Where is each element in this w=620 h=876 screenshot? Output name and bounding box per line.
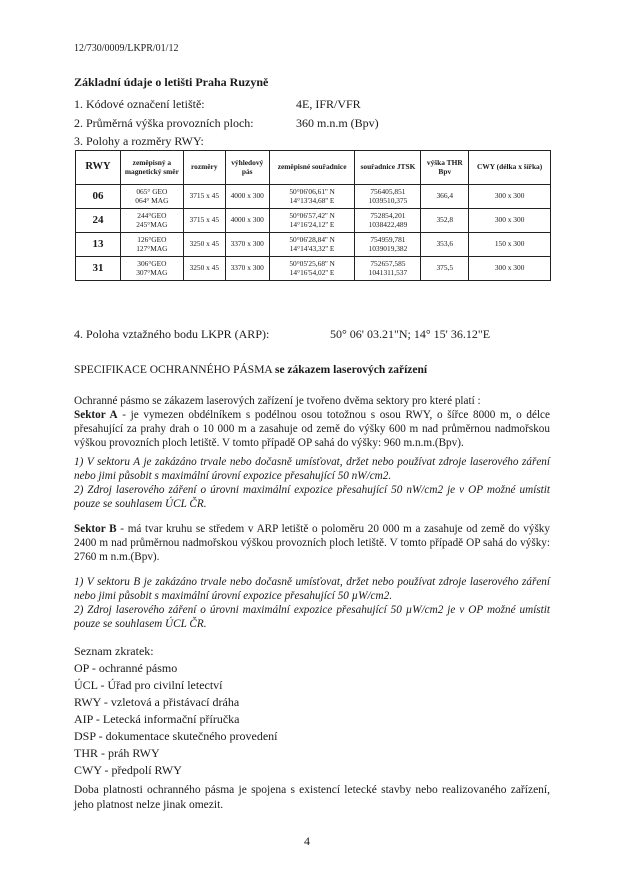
- cell-dimensions: 3715 x 45: [183, 209, 225, 233]
- header-rwy: RWY: [76, 151, 121, 185]
- cell-rwy: 06: [76, 185, 121, 209]
- cell-thr: 366,4: [421, 185, 469, 209]
- list-item: DSP - dokumentace skutečného provedení: [74, 729, 278, 743]
- intro-text: Ochranné pásmo se zákazem laserových zařízení je tvořeno dvěma sektory pro které platí :: [74, 395, 481, 407]
- geo-lat: 50°05'25,68'' N: [289, 258, 335, 268]
- direction-geo: 126°GEO: [137, 234, 167, 244]
- geo-lat: 50°06'28,84'' N: [289, 234, 335, 244]
- list-item: CWY - předpolí RWY: [74, 763, 182, 777]
- document-reference: 12/730/0009/LKPR/01/12: [74, 43, 179, 54]
- spec-heading: [74, 364, 427, 376]
- cell-cwy: 300 x 300: [469, 257, 551, 281]
- runway-table: [75, 150, 551, 281]
- sector-a-label: Sektor A: [74, 409, 118, 421]
- table-header-row: [76, 151, 551, 185]
- cell-thr: 353,6: [421, 233, 469, 257]
- list-item: ÚCL - Úřad pro civilní letectví: [74, 678, 223, 692]
- abbreviation-list: [74, 643, 278, 779]
- header-geo-coordinates: zeměpisné souřadnice: [269, 151, 355, 185]
- cell-jtsk: [355, 257, 421, 281]
- spec-heading-normal: SPECIFIKACE OCHRANNÉHO PÁSMA: [74, 364, 275, 376]
- sector-b-notes: [74, 575, 550, 631]
- jtsk-x: 1039510,375: [368, 195, 408, 205]
- cell-dimensions: 3250 x 45: [183, 233, 225, 257]
- cell-thr: 375,5: [421, 257, 469, 281]
- cell-jtsk: [355, 209, 421, 233]
- sector-a-note-2: 2) Zdroj laserového záření o úrovni maximální expozice přesahující 50 nW/cm2 je v OP možné umístit pouze se souhlasem ÚCL ČR.: [74, 484, 550, 510]
- cell-strip: 3370 x 300: [225, 233, 269, 257]
- cell-dimensions: 3715 x 45: [183, 185, 225, 209]
- cell-rwy: 24: [76, 209, 121, 233]
- header-dimensions: rozměry: [183, 151, 225, 185]
- page-title: Základní údaje o letišti Praha Ruzyně: [74, 75, 269, 89]
- jtsk-x: 1041311,537: [368, 267, 408, 277]
- cell-cwy: 150 x 300: [469, 233, 551, 257]
- item-1-label: 1. Kódové označení letiště:: [74, 97, 205, 111]
- list-item: RWY - vzletová a přistávací dráha: [74, 695, 240, 709]
- jtsk-y: 754959,781: [370, 234, 406, 244]
- table-row: [76, 209, 551, 233]
- direction-geo: 244°GEO: [137, 210, 167, 220]
- cell-direction: [120, 185, 183, 209]
- direction-mag: 064° MAG: [135, 195, 169, 205]
- item-1-value: 4E, IFR/VFR: [296, 97, 361, 111]
- direction-geo: 306°GEO: [137, 258, 167, 268]
- header-cwy: CWY (délka x šířka): [469, 151, 551, 185]
- sector-b-note-2: 2) Zdroj laserového záření o úrovni maximální expozice přesahující 50 µW/cm2 je v OP možné umístit pouze se souhlasem ÚCL ČR.: [74, 604, 550, 630]
- jtsk-y: 752854,201: [370, 210, 406, 220]
- item-3-label: 3. Polohy a rozměry RWY:: [74, 134, 204, 148]
- validity-paragraph: Doba platnosti ochranného pásma je spojena s existencí letecké stavby nebo realizovaného zařízení, jeho platnost nelze jinak omezit.: [74, 784, 550, 811]
- item-2-label: 2. Průměrná výška provozních ploch:: [74, 116, 254, 130]
- geo-lat: 50°06'06,61'' N: [289, 186, 335, 196]
- table-row: [76, 257, 551, 281]
- list-item: OP - ochranné pásmo: [74, 661, 178, 675]
- cell-cwy: 300 x 300: [469, 185, 551, 209]
- cell-cwy: 300 x 300: [469, 209, 551, 233]
- spec-heading-bold: se zákazem laserových zařízení: [274, 364, 428, 376]
- cell-jtsk: [355, 185, 421, 209]
- cell-thr: 352,8: [421, 209, 469, 233]
- page-number: 4: [304, 834, 310, 848]
- item-2-value: 360 m.n.m (Bpv): [296, 116, 379, 130]
- table-row: [76, 185, 551, 209]
- jtsk-y: 752657,585: [370, 258, 406, 268]
- jtsk-x: 1038422,489: [368, 219, 408, 229]
- list-item: AIP - Letecká informační příručka: [74, 712, 240, 726]
- sector-b-note-1: 1) V sektoru B je zakázáno trvale nebo dočasně umísťovat, držet nebo používat zdroje laserového záření nebo jimi působit s maximální úrovní expozice přesahující 50 µW/cm2.: [74, 576, 550, 602]
- abbr-title: Seznam zkratek:: [74, 644, 154, 658]
- list-item: THR - práh RWY: [74, 746, 160, 760]
- sector-a-note-1: 1) V sektoru A je zakázáno trvale nebo dočasně umísťovat, držet nebo používat zdroje laserového záření nebo jimi působit s maximální úrovní expozice přesahující 50 nW/cm2.: [74, 456, 550, 482]
- jtsk-y: 756405,851: [370, 186, 406, 196]
- cell-geo: [269, 257, 355, 281]
- table-row: [76, 233, 551, 257]
- geo-lon: 14°14'43,32'' E: [289, 243, 335, 253]
- sector-a-text: - je vymezen obdélníkem s podélnou osou totožnou s osou RWY, o šířce 8000 m, o délce přesahující za prahy drah o 10 000 m a zasahuje od země do výšky 600 m nad průměrnou nadmořskou výškou provozních ploch letiště. V tomto případě OP sahá do výšky: 960 m.n.m.(Bpv).: [74, 409, 550, 449]
- direction-mag: 245°MAG: [136, 219, 168, 229]
- direction-geo: 065° GEO: [136, 186, 168, 196]
- intro-paragraph: [74, 394, 550, 450]
- cell-geo: [269, 185, 355, 209]
- sector-b-paragraph: [74, 522, 550, 564]
- header-strip: výhledový pás: [225, 151, 269, 185]
- header-thr-height: výška THR Bpv: [421, 151, 469, 185]
- geo-lon: 14°16'24,12'' E: [289, 219, 335, 229]
- cell-rwy: 13: [76, 233, 121, 257]
- cell-dimensions: 3250 x 45: [183, 257, 225, 281]
- cell-geo: [269, 233, 355, 257]
- header-jtsk: souřadnice JTSK: [355, 151, 421, 185]
- cell-direction: [120, 233, 183, 257]
- header-direction: zeměpisný a magnetický směr: [120, 151, 183, 185]
- cell-jtsk: [355, 233, 421, 257]
- sector-b-label: Sektor B: [74, 523, 117, 535]
- cell-direction: [120, 209, 183, 233]
- sector-b-text: - má tvar kruhu se středem v ARP letiště o poloměru 20 000 m a zasahuje od země do výšky 2400 m nad průměrnou nadmořskou výškou provozních ploch letiště. V tomto případě OP sahá do výšky: 2760 m n.m.(Bpv).: [74, 523, 550, 563]
- jtsk-x: 1039019,382: [368, 243, 408, 253]
- cell-geo: [269, 209, 355, 233]
- arp-label: 4. Poloha vztažného bodu LKPR (ARP):: [74, 327, 270, 341]
- sector-a-notes: [74, 455, 550, 511]
- direction-mag: 127°MAG: [136, 243, 168, 253]
- geo-lon: 14°13'34,68'' E: [289, 195, 335, 205]
- arp-value: 50° 06' 03.21"N; 14° 15' 36.12"E: [330, 327, 491, 341]
- cell-strip: 4000 x 300: [225, 185, 269, 209]
- cell-rwy: 31: [76, 257, 121, 281]
- cell-strip: 3370 x 300: [225, 257, 269, 281]
- geo-lat: 50°06'57,42'' N: [289, 210, 335, 220]
- cell-direction: [120, 257, 183, 281]
- direction-mag: 307°MAG: [136, 267, 168, 277]
- cell-strip: 4000 x 300: [225, 209, 269, 233]
- geo-lon: 14°16'54,02'' E: [289, 267, 335, 277]
